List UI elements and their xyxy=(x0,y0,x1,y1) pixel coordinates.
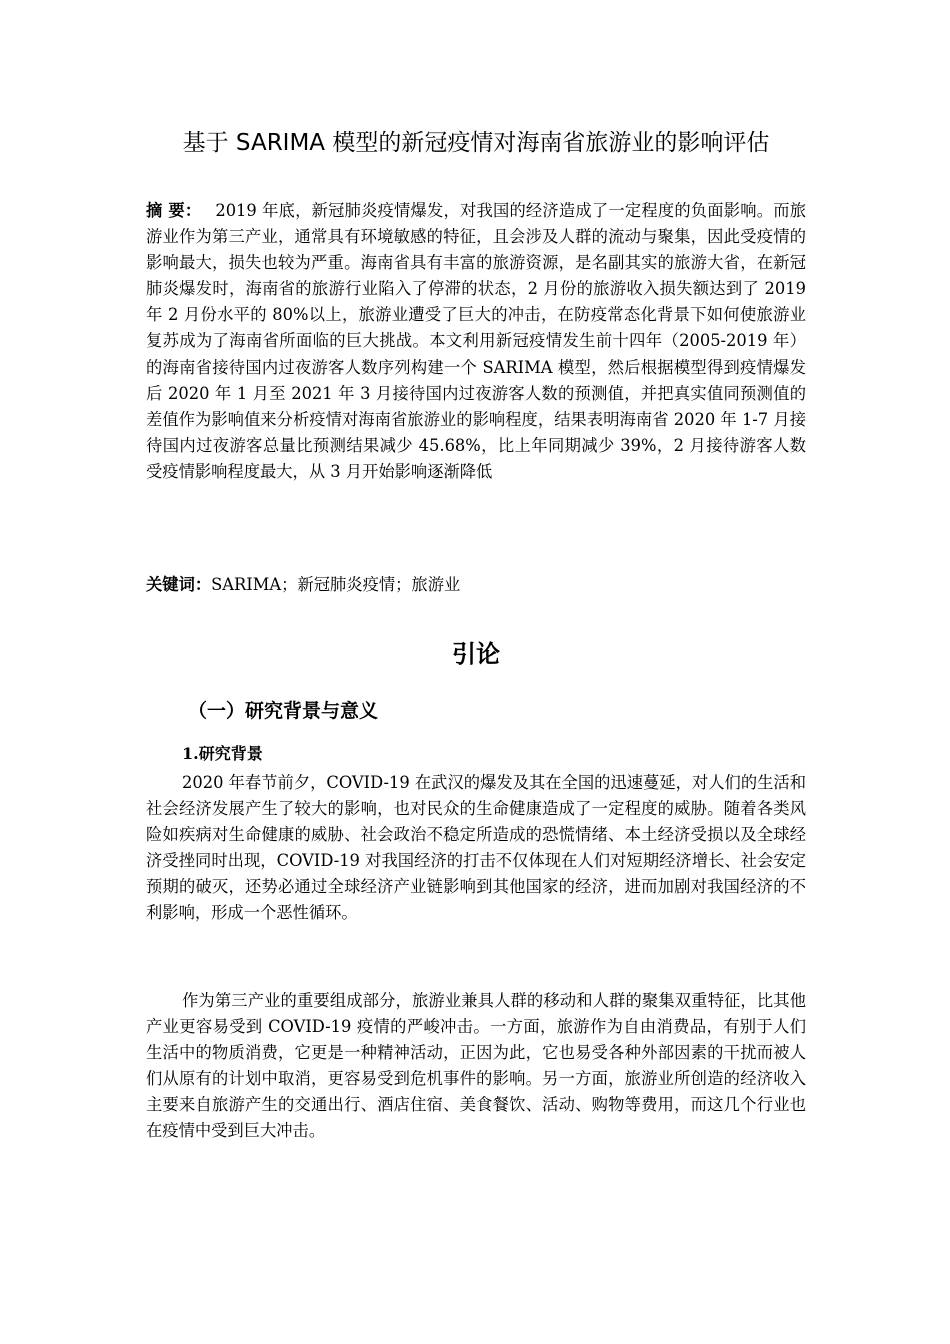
keywords xyxy=(146,572,806,598)
subsection-heading: （一）研究背景与意义 xyxy=(188,700,379,722)
abstract xyxy=(146,198,806,485)
keywords-text: SARIMA；新冠肺炎疫情；旅游业 xyxy=(211,575,461,594)
keywords-label: 关键词： xyxy=(146,575,212,594)
body-paragraph: 2020 年春节前夕，COVID-19 在武汉的爆发及其在全国的迅速蔓延，对人们的生活和社会经济发展产生了较大的影响，也对民众的生命健康造成了一定程度的威胁。随着各类风险如疾病对生命健康的威胁、社会政治不稳定所造成的恐慌情绪、本土经济受损以及全球经济受挫同时出现，COVID-19 对我国经济的打击不仅体现在人们对短期经济增长、社会安定预期的破灭，还势必通过全球经济产业链影响到其他国家的经济，进而加剧对我国经济的不利影响，形成一个恶性循环。 xyxy=(146,773,806,923)
subsubsection-heading: 1.研究背景 xyxy=(182,744,263,763)
section-heading: 引论 xyxy=(452,640,500,668)
paper-title: 基于 SARIMA 模型的新冠疫情对海南省旅游业的影响评估 xyxy=(182,130,770,156)
abstract-label: 摘 要： xyxy=(146,201,202,220)
abstract-text: 2019 年底，新冠肺炎疫情爆发，对我国的经济造成了一定程度的负面影响。而旅游业作为第三产业，通常具有环境敏感的特征，且会涉及人群的流动与聚集，因此受疫情的影响最大，损失也较为严重。海南省具有丰富的旅游资源，是名副其实的旅游大省，在新冠肺炎爆发时，海南省的旅游行业陷入了停滞的状态，2 月份的旅游收入损失额达到了 2019 年 2 月份水平的 80%以上，旅游业遭受了巨大的冲击，在防疫常态化背景下如何使旅游业复苏成为了海南省所面临的巨大挑战。本文利用新冠疫情发生前十四年（2005-2019 年）的海南省接待国内过夜游客人数序列构建一个 SARIMA 模型，然后根据模型得到疫情爆发后 2020 年 1 月至 2021 年 3 月接待国内过夜游客人数的预测值，并把真实值同预测值的差值作为影响值来分析疫情对海南省旅游业的影响程度，结果表明海南省 2020 年 1-7 月接待国内过夜游客总量比预测结果减少 45.68%，比上年同期减少 39%，2 月接待游客人数受疫情影响程度最大，从 3 月开始影响逐渐降低 xyxy=(146,201,806,481)
body-paragraph: 作为第三产业的重要组成部分，旅游业兼具人群的移动和人群的聚集双重特征，比其他产业更容易受到 COVID-19 疫情的严峻冲击。一方面，旅游作为自由消费品，有别于人们生活中的物质消费，它更是一种精神活动，正因为此，它也易受各种外部因素的干扰而被人们从原有的计划中取消，更容易受到危机事件的影响。另一方面，旅游业所创造的经济收入主要来自旅游产生的交通出行、酒店住宿、美食餐饮、活动、购物等费用，而这几个行业也在疫情中受到巨大冲击。 xyxy=(146,991,806,1141)
